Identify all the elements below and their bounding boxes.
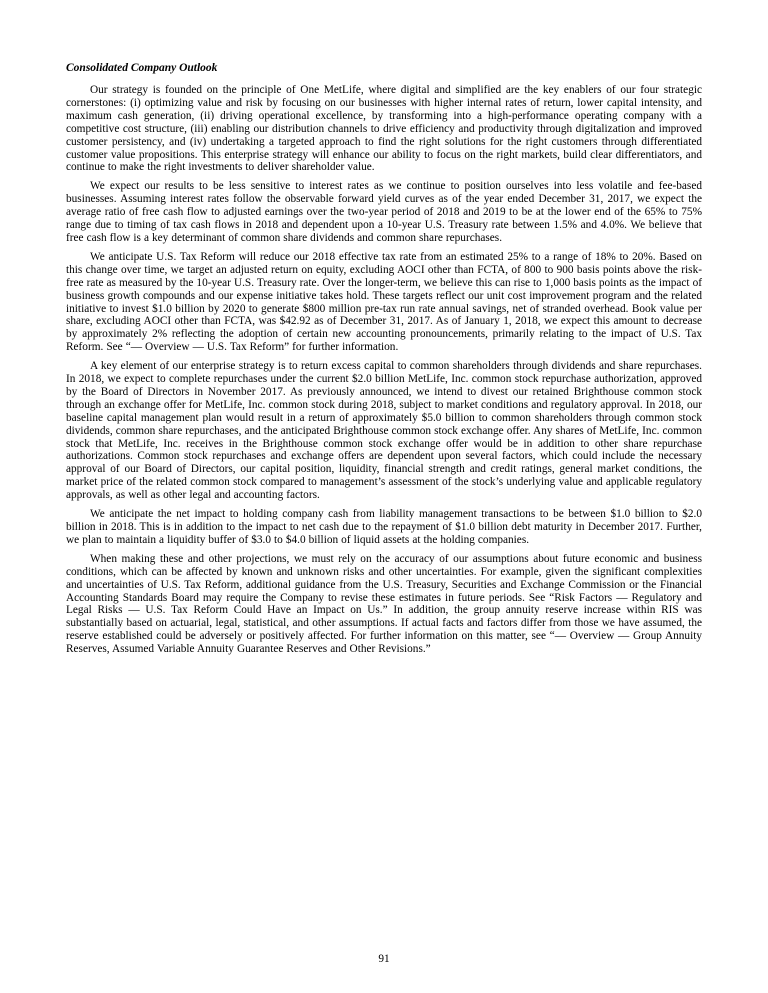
paragraph-projections-disclaimer: When making these and other projections, we must rely on the accuracy of our assumptions about future economic and business conditions, which can be affected by known and unknown risks and other uncertainties. For example, given the significant complexities and uncertainties of U.S. Tax Reform, additional guidance from the U.S. Treasury, Securities and Exchange Commission or the Financial Accounting Standards Board may require the Company to revise these estimates in future periods. See “Risk Factors — Regulatory and Legal Risks — U.S. Tax Reform Could Have an Impact on Us.” In addition, the group annuity reserve increase within RIS was substantially based on actuarial, legal, statistical, and other assumptions. If actual facts and factors differ from those we have assumed, the reserve established could be adversely or positively affected. For further information on this matter, see “— Overview — Group Annuity Reserves, Assumed Variable Annuity Guarantee Reserves and Other Revisions.” (66, 552, 702, 656)
page-number: 91 (378, 953, 390, 965)
paragraph-interest-rates: We expect our results to be less sensitive to interest rates as we continue to position ourselves into less volatile and fee-based businesses. Assuming interest rates follow the observable forward yield curves as of the year ended December 31, 2017, we expect the average ratio of free cash flow to adjusted earnings over the two-year period of 2018 and 2019 to be at the lower end of the 65% to 75% range due to timing of tax cash flows in 2018 and dependent upon a 10-year U.S. Treasury rate between 1.5% and 4.0%. We believe that free cash flow is a key determinant of common share dividends and common share repurchases. (66, 180, 702, 244)
section-heading: Consolidated Company Outlook (66, 62, 218, 74)
paragraph-strategy: Our strategy is founded on the principle of One MetLife, where digital and simplified are the key enablers of our four strategic cornerstones: (i) optimizing value and risk by focusing on our businesses with higher internal rates of return, lower capital intensity, and maximum cash generation, (ii) driving operational excellence, by transforming into a high-performance operating company with a competitive cost structure, (iii) enabling our distribution channels to drive efficiency and productivity through digitalization and improved customer persistency, and (iv) undertaking a targeted approach to find the right solutions for the right customers through differentiated customer value propositions. This enterprise strategy will enhance our ability to focus on the right markets, build clear differentiators, and continue to make the right investments to deliver shareholder value. (66, 84, 702, 174)
paragraph-tax-reform: We anticipate U.S. Tax Reform will reduce our 2018 effective tax rate from an estimated 25% to a range of 18% to 20%. Based on this change over time, we target an adjusted return on equity, excluding AOCI other than FCTA, of 800 to 900 basis points above the risk-free rate as measured by the 10-year U.S. Treasury rate. Over the longer-term, we believe this can rise to 1,000 basis points as the impact of business growth compounds and our expense initiative takes hold. These targets reflect our unit cost improvement program and the related initiative to invest $1.0 billion by 2020 to generate $800 million pre-tax run rate annual savings, net of stranded overhead. Book value per share, excluding AOCI other than FCTA, was $42.92 as of December 31, 2017. As of January 1, 2018, we expect this amount to decrease by approximately 2% reflecting the adoption of certain new accounting pronouncements, primarily relating to the impact of U.S. Tax Reform. See “— Overview — U.S. Tax Reform” for further information. (66, 250, 702, 354)
paragraph-holding-company-cash: We anticipate the net impact to holding company cash from liability management transactions to be between $1.0 billion to $2.0 billion in 2018. This is in addition to the impact to net cash due to the repayment of $1.0 billion debt maturity in December 2017. Further, we plan to maintain a liquidity buffer of $3.0 to $4.0 billion of liquid assets at the holding companies. (66, 508, 702, 546)
paragraph-capital-return: A key element of our enterprise strategy is to return excess capital to common shareholders through dividends and share repurchases. In 2018, we expect to complete repurchases under the current $2.0 billion MetLife, Inc. common stock repurchase authorization, approved by the Board of Directors in November 2017. As previously announced, we intend to divest our retained Brighthouse common stock through an exchange offer for MetLife, Inc. common stock during 2018, subject to market conditions and regulatory approval. In 2018, our baseline capital management plan would result in a return of approximately $5.0 billion to common shareholders through common stock dividends, common share repurchases, and the anticipated Brighthouse common stock exchange offer. Any shares of MetLife, Inc. common stock that MetLife, Inc. receives in the Brighthouse common stock exchange offer would be in addition to other share repurchase authorizations. Common stock repurchases and exchange offers are dependent upon several factors, which could include the necessary approval of our Board of Directors, our capital position, liquidity, financial strength and credit ratings, general market conditions, the market price of the related common stock compared to management’s assessment of the stock’s underlying value and applicable regulatory approvals, as well as other legal and accounting factors. (66, 360, 702, 502)
